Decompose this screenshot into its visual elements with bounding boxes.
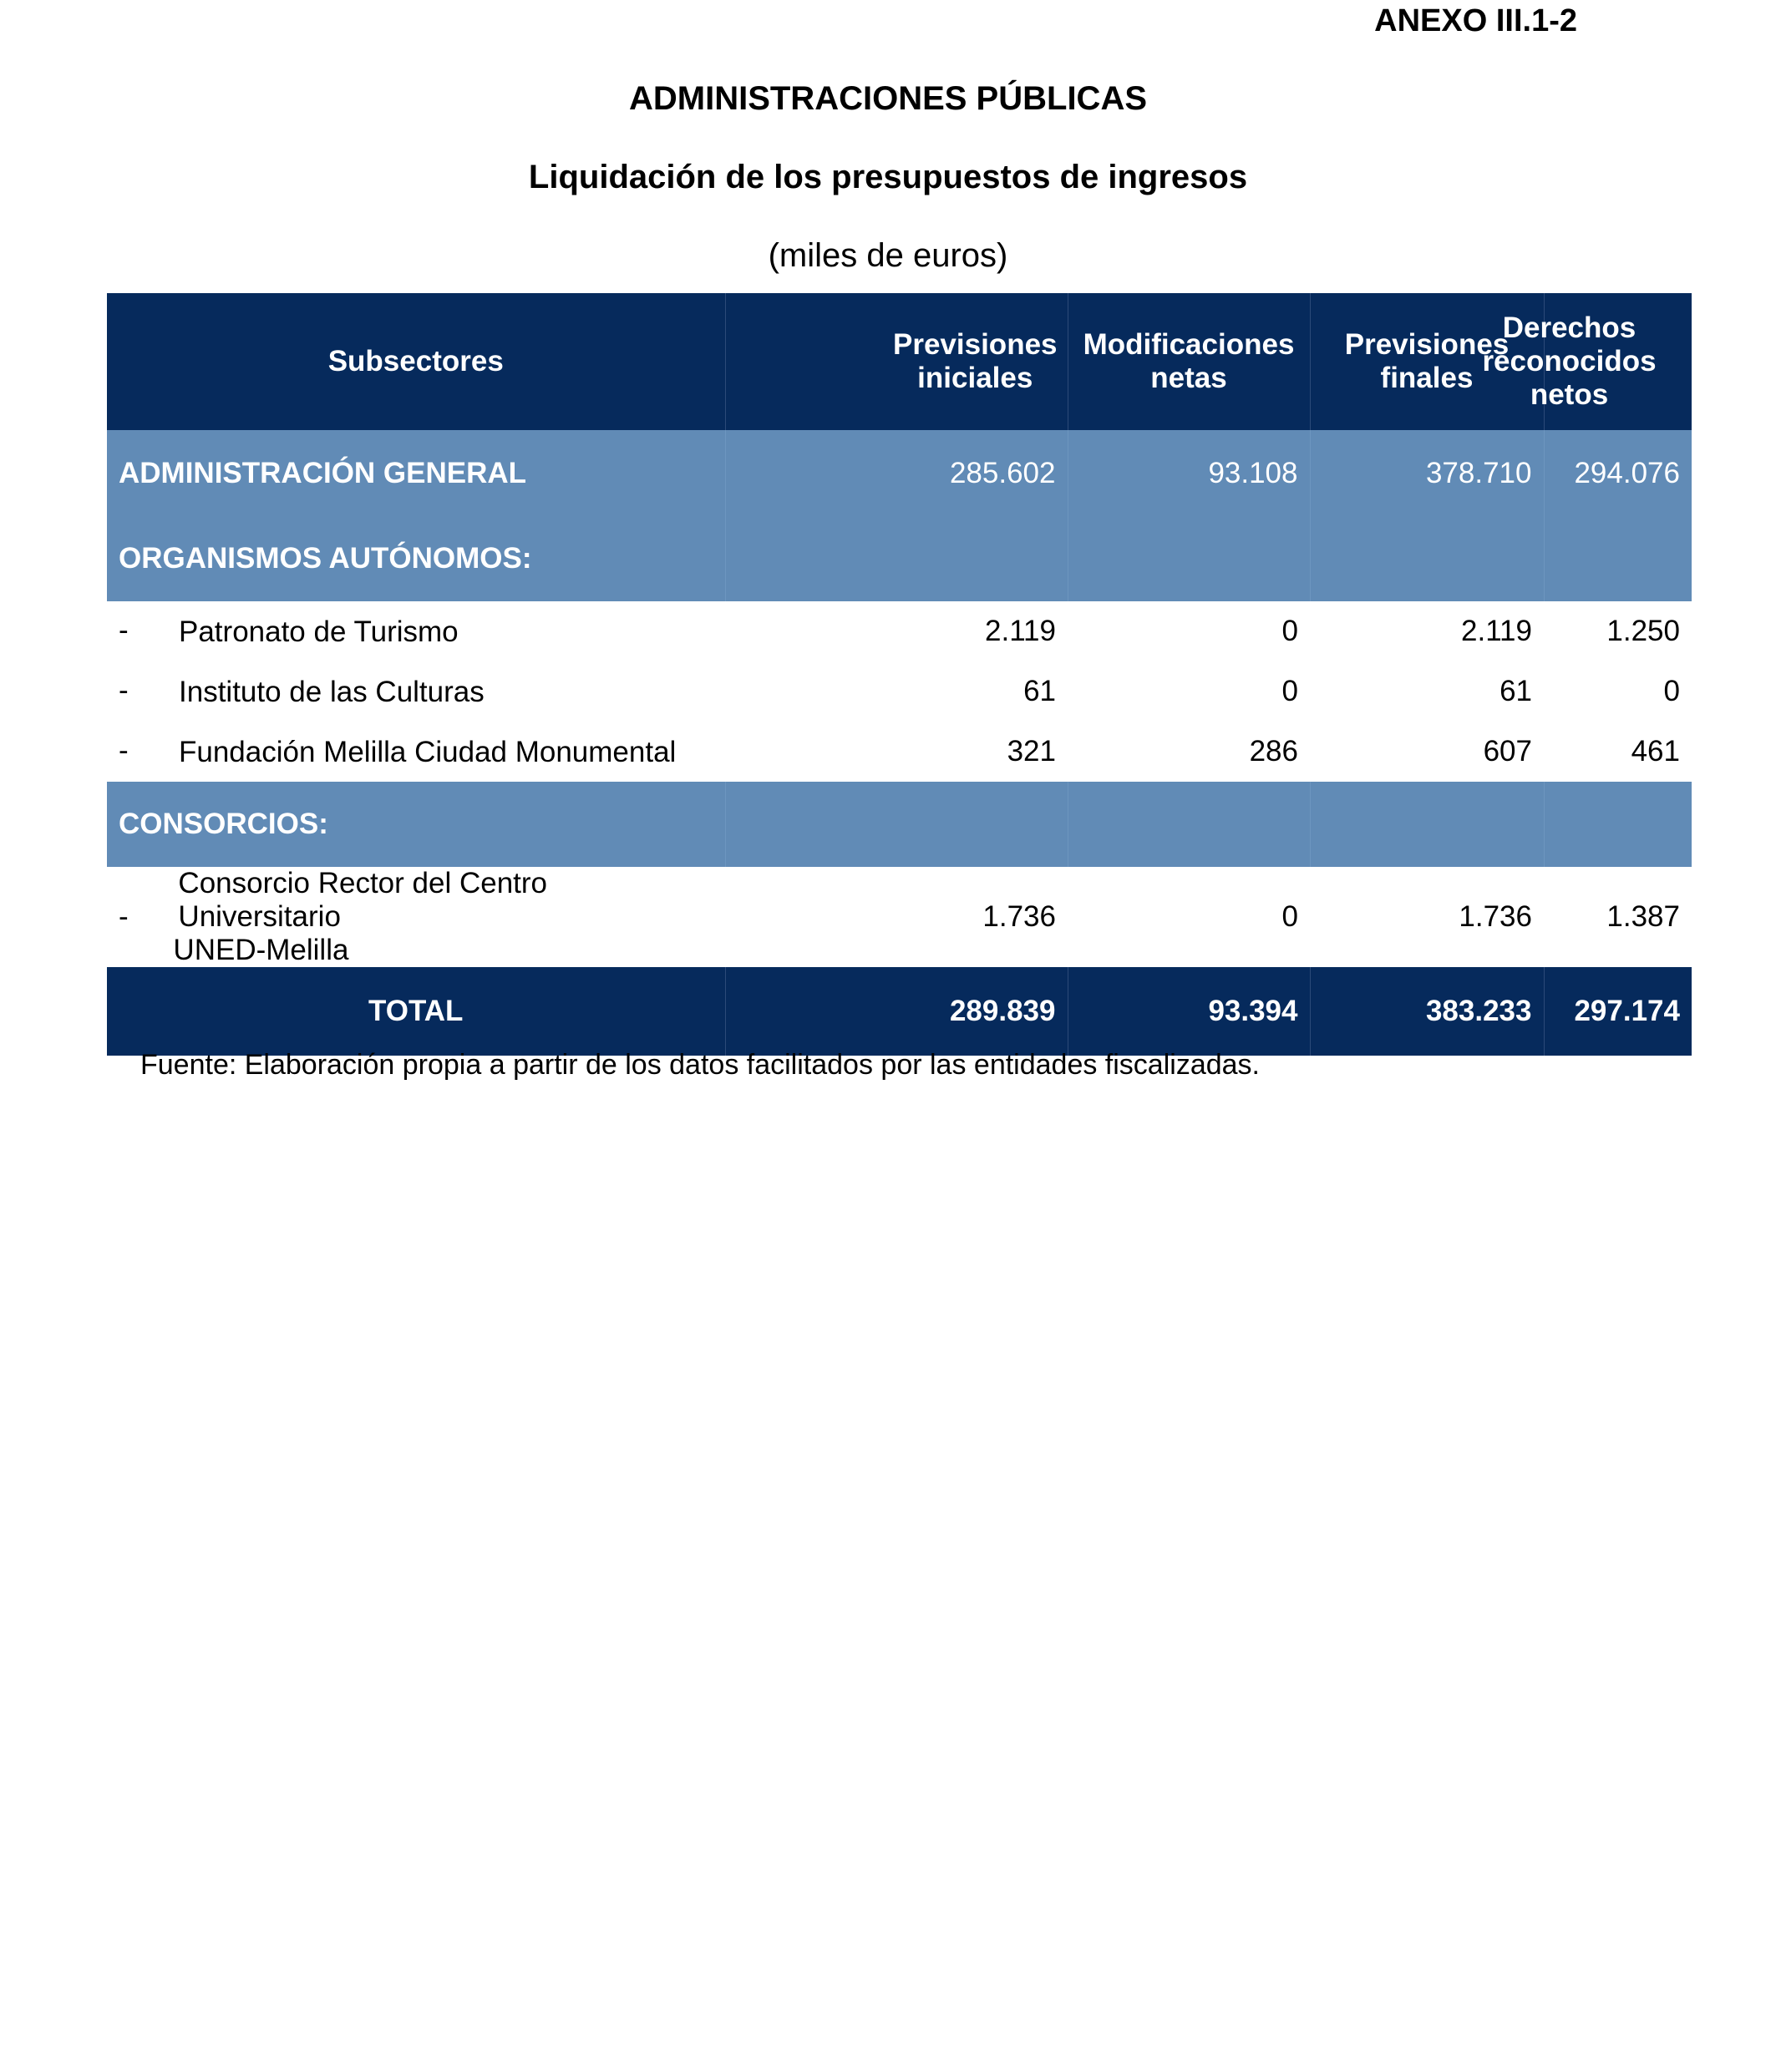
entity-name: Patronato de Turismo [179, 615, 459, 648]
table-header-row [107, 293, 1692, 430]
cell-modificaciones-netas: 0 [1068, 661, 1310, 722]
row-label [107, 722, 725, 782]
cell-derechos-reconocidos: 461 [1544, 722, 1692, 782]
section-label: ORGANISMOS AUTÓNOMOS: [107, 516, 725, 601]
source-note: Fuente: Elaboración propia a partir de los datos facilitados por las entidades fiscalizadas. [140, 1049, 1260, 1081]
cell-modificaciones-netas: 93.108 [1068, 430, 1310, 516]
col-header-modificaciones-netas: Modificaciones netas [1068, 293, 1310, 430]
list-dash: - [119, 614, 129, 647]
page-title: ADMINISTRACIONES PÚBLICAS [628, 80, 1148, 117]
empty-cell [1544, 782, 1692, 867]
cell-previsiones-iniciales: 289.839 [725, 967, 1068, 1056]
cell-derechos-reconocidos: 294.076 [1544, 430, 1692, 516]
row-organismos-autonomos [107, 516, 1692, 601]
row-administracion-general [107, 430, 1692, 516]
page-subtitle: Liquidación de los presupuestos de ingresos [528, 159, 1248, 195]
units-label: (miles de euros) [768, 237, 1008, 274]
row-label [107, 867, 725, 967]
cell-previsiones-finales: 61 [1310, 661, 1544, 722]
col-header-previsiones-finales: Previsiones finales [1310, 293, 1544, 430]
cell-previsiones-finales: 2.119 [1310, 601, 1544, 661]
entity-name-line2: UNED-Melilla [173, 934, 349, 966]
cell-derechos-reconocidos: 297.174 [1544, 967, 1692, 1056]
col-header-previsiones-iniciales: Previsiones iniciales [725, 293, 1068, 430]
list-dash: - [119, 674, 129, 707]
cell-previsiones-finales: 383.233 [1310, 967, 1544, 1056]
section-label: CONSORCIOS: [107, 782, 725, 867]
col-header-derechos-reconocidos: Derechos reconocidos netos [1544, 293, 1692, 430]
list-dash: - [119, 900, 129, 933]
entity-name: Instituto de las Culturas [179, 675, 485, 708]
cell-derechos-reconocidos: 1.250 [1544, 601, 1692, 661]
table-row [107, 661, 1692, 722]
cell-modificaciones-netas: 286 [1068, 722, 1310, 782]
total-label: TOTAL [107, 967, 725, 1056]
cell-previsiones-finales: 378.710 [1310, 430, 1544, 516]
cell-previsiones-iniciales: 61 [725, 661, 1068, 722]
row-label [107, 661, 725, 722]
cell-previsiones-finales: 607 [1310, 722, 1544, 782]
cell-modificaciones-netas: 0 [1068, 601, 1310, 661]
entity-name: Fundación Melilla Ciudad Monumental [179, 735, 677, 768]
empty-cell [1310, 782, 1544, 867]
cell-previsiones-iniciales: 2.119 [725, 601, 1068, 661]
row-label: ADMINISTRACIÓN GENERAL [107, 430, 725, 516]
table-row [107, 867, 1692, 967]
cell-previsiones-finales: 1.736 [1310, 867, 1544, 967]
empty-cell [1310, 516, 1544, 601]
col-header-subsectores: Subsectores [107, 293, 725, 430]
cell-previsiones-iniciales: 1.736 [725, 867, 1068, 967]
cell-modificaciones-netas: 93.394 [1068, 967, 1310, 1056]
empty-cell [1068, 516, 1310, 601]
cell-previsiones-iniciales: 285.602 [725, 430, 1068, 516]
entity-name-line1: Consorcio Rector del Centro Universitario [178, 867, 548, 933]
budget-table [107, 293, 1692, 1056]
cell-derechos-reconocidos: 1.387 [1544, 867, 1692, 967]
row-total [107, 967, 1692, 1056]
cell-previsiones-iniciales: 321 [725, 722, 1068, 782]
empty-cell [1068, 782, 1310, 867]
row-consorcios [107, 782, 1692, 867]
empty-cell [1544, 516, 1692, 601]
table-row [107, 722, 1692, 782]
list-dash: - [119, 734, 129, 768]
cell-derechos-reconocidos: 0 [1544, 661, 1692, 722]
empty-cell [725, 516, 1068, 601]
annex-label: ANEXO III.1-2 [1374, 3, 1577, 38]
row-label [107, 601, 725, 661]
table-row [107, 601, 1692, 661]
empty-cell [725, 782, 1068, 867]
cell-modificaciones-netas: 0 [1068, 867, 1310, 967]
